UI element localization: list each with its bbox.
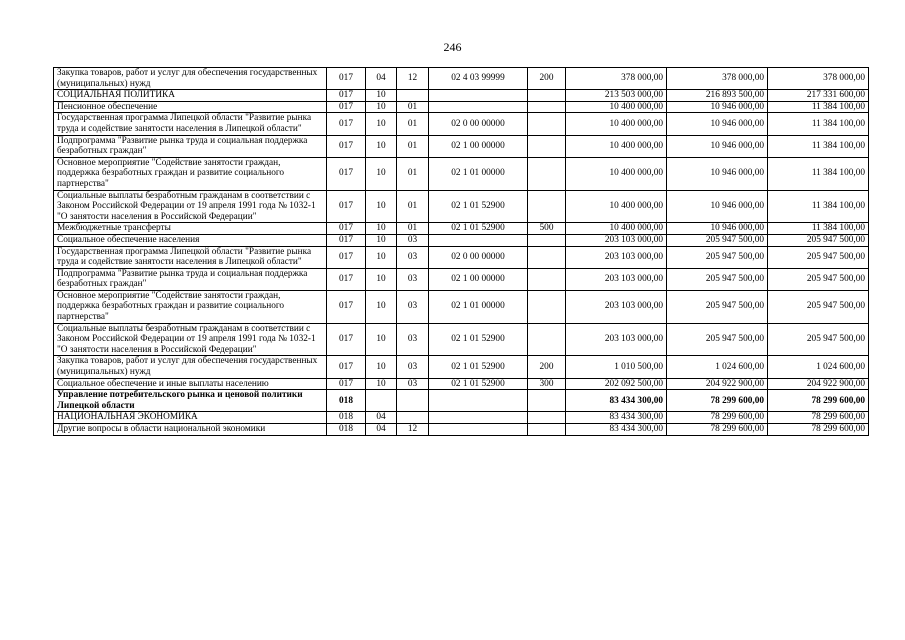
section-code: 10 <box>366 190 397 223</box>
expense-type-code <box>528 323 566 356</box>
amount-year-1: 1 010 500,00 <box>566 356 667 378</box>
ved-code: 017 <box>327 268 366 290</box>
expense-type-code <box>528 90 566 102</box>
target-article-code: 02 1 01 00000 <box>429 290 528 323</box>
target-article-code: 02 1 01 52900 <box>429 356 528 378</box>
amount-year-1: 203 103 000,00 <box>566 290 667 323</box>
subsection-code: 01 <box>397 190 429 223</box>
amount-year-3: 11 384 100,00 <box>768 101 869 113</box>
amount-year-3: 11 384 100,00 <box>768 113 869 135</box>
amount-year-3: 11 384 100,00 <box>768 190 869 223</box>
table-row <box>54 268 869 290</box>
amount-year-3: 11 384 100,00 <box>768 135 869 157</box>
subsection-code: 12 <box>397 68 429 90</box>
ved-code: 017 <box>327 68 366 90</box>
section-code: 10 <box>366 157 397 190</box>
expense-type-code <box>528 390 566 412</box>
target-article-code <box>429 412 528 424</box>
subsection-code: 03 <box>397 246 429 268</box>
amount-year-2: 78 299 600,00 <box>667 390 768 412</box>
ved-code: 017 <box>327 223 366 235</box>
ved-code: 017 <box>327 290 366 323</box>
budget-table <box>53 67 869 436</box>
ved-code: 017 <box>327 323 366 356</box>
ved-code: 018 <box>327 390 366 412</box>
table-row <box>54 424 869 436</box>
amount-year-1: 10 400 000,00 <box>566 113 667 135</box>
amount-year-2: 205 947 500,00 <box>667 268 768 290</box>
target-article-code: 02 1 01 52900 <box>429 190 528 223</box>
amount-year-2: 205 947 500,00 <box>667 323 768 356</box>
amount-year-3: 205 947 500,00 <box>768 246 869 268</box>
amount-year-3: 204 922 900,00 <box>768 378 869 390</box>
amount-year-2: 10 946 000,00 <box>667 157 768 190</box>
section-code: 10 <box>366 113 397 135</box>
row-name: Закупка товаров, работ и услуг для обеспечения государственных (муниципальных) нужд <box>54 68 327 90</box>
section-code: 10 <box>366 378 397 390</box>
amount-year-1: 10 400 000,00 <box>566 223 667 235</box>
subsection-code: 01 <box>397 157 429 190</box>
expense-type-code <box>528 268 566 290</box>
expense-type-code: 200 <box>528 356 566 378</box>
target-article-code <box>429 234 528 246</box>
amount-year-1: 10 400 000,00 <box>566 190 667 223</box>
page-number: 246 <box>443 40 462 54</box>
expense-type-code <box>528 101 566 113</box>
subsection-code: 01 <box>397 101 429 113</box>
amount-year-2: 78 299 600,00 <box>667 424 768 436</box>
row-name: Социальное обеспечение населения <box>54 234 327 246</box>
target-article-code: 02 1 01 52900 <box>429 378 528 390</box>
subsection-code: 03 <box>397 290 429 323</box>
ved-code: 017 <box>327 101 366 113</box>
target-article-code: 02 1 01 00000 <box>429 157 528 190</box>
table-row <box>54 157 869 190</box>
amount-year-1: 10 400 000,00 <box>566 135 667 157</box>
ved-code: 017 <box>327 378 366 390</box>
section-code: 10 <box>366 101 397 113</box>
amount-year-3: 11 384 100,00 <box>768 223 869 235</box>
ved-code: 017 <box>327 234 366 246</box>
amount-year-1: 83 434 300,00 <box>566 412 667 424</box>
table-row <box>54 135 869 157</box>
table-row <box>54 113 869 135</box>
section-code: 04 <box>366 412 397 424</box>
row-name: Управление потребительского рынка и ценовой политики Липецкой области <box>54 390 327 412</box>
section-code: 04 <box>366 424 397 436</box>
target-article-code: 02 1 00 00000 <box>429 268 528 290</box>
amount-year-3: 78 299 600,00 <box>768 424 869 436</box>
amount-year-3: 1 024 600,00 <box>768 356 869 378</box>
target-article-code: 02 0 00 00000 <box>429 246 528 268</box>
section-code: 10 <box>366 90 397 102</box>
expense-type-code <box>528 412 566 424</box>
expense-type-code <box>528 424 566 436</box>
subsection-code: 01 <box>397 223 429 235</box>
subsection-code <box>397 390 429 412</box>
target-article-code <box>429 90 528 102</box>
ved-code: 017 <box>327 190 366 223</box>
expense-type-code <box>528 190 566 223</box>
subsection-code: 01 <box>397 135 429 157</box>
table-row <box>54 90 869 102</box>
amount-year-1: 203 103 000,00 <box>566 323 667 356</box>
target-article-code <box>429 101 528 113</box>
subsection-code: 01 <box>397 113 429 135</box>
amount-year-2: 1 024 600,00 <box>667 356 768 378</box>
table-row <box>54 246 869 268</box>
section-code: 04 <box>366 68 397 90</box>
subsection-code: 03 <box>397 323 429 356</box>
expense-type-code: 300 <box>528 378 566 390</box>
row-name: Подпрограмма "Развитие рынка труда и социальная поддержка безработных граждан" <box>54 268 327 290</box>
amount-year-1: 83 434 300,00 <box>566 390 667 412</box>
subsection-code: 03 <box>397 378 429 390</box>
amount-year-2: 204 922 900,00 <box>667 378 768 390</box>
target-article-code <box>429 390 528 412</box>
section-code: 10 <box>366 234 397 246</box>
row-name: Закупка товаров, работ и услуг для обеспечения государственных (муниципальных) нужд <box>54 356 327 378</box>
row-name: Социальные выплаты безработным гражданам в соответствии с Законом Российской Федерации от 19 апреля 1991 года № 1032-1 "О занятости населения в Российской Федерации" <box>54 323 327 356</box>
section-code: 10 <box>366 290 397 323</box>
amount-year-2: 10 946 000,00 <box>667 101 768 113</box>
subsection-code: 03 <box>397 356 429 378</box>
ved-code: 017 <box>327 113 366 135</box>
subsection-code: 03 <box>397 268 429 290</box>
target-article-code: 02 1 00 00000 <box>429 135 528 157</box>
subsection-code <box>397 412 429 424</box>
amount-year-3: 78 299 600,00 <box>768 390 869 412</box>
section-code: 10 <box>366 223 397 235</box>
table-row <box>54 390 869 412</box>
target-article-code: 02 1 01 52900 <box>429 323 528 356</box>
amount-year-3: 205 947 500,00 <box>768 290 869 323</box>
table-row <box>54 323 869 356</box>
amount-year-1: 83 434 300,00 <box>566 424 667 436</box>
expense-type-code <box>528 290 566 323</box>
ved-code: 018 <box>327 424 366 436</box>
ved-code: 017 <box>327 157 366 190</box>
expense-type-code <box>528 113 566 135</box>
expense-type-code: 200 <box>528 68 566 90</box>
section-code: 10 <box>366 323 397 356</box>
row-name: Пенсионное обеспечение <box>54 101 327 113</box>
row-name: Государственная программа Липецкой области "Развитие рынка труда и содействие занятости населения в Липецкой области" <box>54 246 327 268</box>
amount-year-1: 10 400 000,00 <box>566 101 667 113</box>
amount-year-3: 205 947 500,00 <box>768 323 869 356</box>
row-name: Другие вопросы в области национальной экономики <box>54 424 327 436</box>
target-article-code: 02 0 00 00000 <box>429 113 528 135</box>
section-code: 10 <box>366 135 397 157</box>
subsection-code: 12 <box>397 424 429 436</box>
amount-year-1: 378 000,00 <box>566 68 667 90</box>
amount-year-2: 78 299 600,00 <box>667 412 768 424</box>
table-row <box>54 378 869 390</box>
amount-year-3: 217 331 600,00 <box>768 90 869 102</box>
amount-year-2: 205 947 500,00 <box>667 290 768 323</box>
budget-table-body <box>54 68 869 436</box>
amount-year-3: 11 384 100,00 <box>768 157 869 190</box>
section-code: 10 <box>366 246 397 268</box>
expense-type-code <box>528 246 566 268</box>
target-article-code: 02 1 01 52900 <box>429 223 528 235</box>
ved-code: 017 <box>327 90 366 102</box>
amount-year-1: 202 092 500,00 <box>566 378 667 390</box>
expense-type-code <box>528 234 566 246</box>
amount-year-2: 10 946 000,00 <box>667 135 768 157</box>
row-name: НАЦИОНАЛЬНАЯ ЭКОНОМИКА <box>54 412 327 424</box>
amount-year-2: 205 947 500,00 <box>667 234 768 246</box>
row-name: Основное мероприятие "Содействие занятости граждан, поддержка безработных граждан и развитие социального партнерства" <box>54 290 327 323</box>
table-row <box>54 412 869 424</box>
subsection-code <box>397 90 429 102</box>
amount-year-3: 78 299 600,00 <box>768 412 869 424</box>
amount-year-2: 378 000,00 <box>667 68 768 90</box>
table-row <box>54 290 869 323</box>
table-row <box>54 190 869 223</box>
table-row <box>54 101 869 113</box>
amount-year-2: 216 893 500,00 <box>667 90 768 102</box>
expense-type-code <box>528 135 566 157</box>
amount-year-2: 10 946 000,00 <box>667 223 768 235</box>
amount-year-1: 203 103 000,00 <box>566 234 667 246</box>
section-code: 10 <box>366 356 397 378</box>
subsection-code: 03 <box>397 234 429 246</box>
row-name: Подпрограмма "Развитие рынка труда и социальная поддержка безработных граждан" <box>54 135 327 157</box>
amount-year-1: 10 400 000,00 <box>566 157 667 190</box>
amount-year-1: 203 103 000,00 <box>566 246 667 268</box>
amount-year-2: 10 946 000,00 <box>667 190 768 223</box>
expense-type-code <box>528 157 566 190</box>
section-code <box>366 390 397 412</box>
row-name: Социальные выплаты безработным гражданам в соответствии с Законом Российской Федерации от 19 апреля 1991 года № 1032-1 "О занятости населения в Российской Федерации" <box>54 190 327 223</box>
amount-year-2: 10 946 000,00 <box>667 113 768 135</box>
target-article-code <box>429 424 528 436</box>
table-row <box>54 356 869 378</box>
row-name: СОЦИАЛЬНАЯ ПОЛИТИКА <box>54 90 327 102</box>
row-name: Государственная программа Липецкой области "Развитие рынка труда и содействие занятости населения в Липецкой области" <box>54 113 327 135</box>
ved-code: 017 <box>327 135 366 157</box>
amount-year-2: 205 947 500,00 <box>667 246 768 268</box>
row-name: Социальное обеспечение и иные выплаты населению <box>54 378 327 390</box>
section-code: 10 <box>366 268 397 290</box>
amount-year-1: 203 103 000,00 <box>566 268 667 290</box>
expense-type-code: 500 <box>528 223 566 235</box>
table-row <box>54 68 869 90</box>
table-row <box>54 234 869 246</box>
target-article-code: 02 4 03 99999 <box>429 68 528 90</box>
ved-code: 018 <box>327 412 366 424</box>
ved-code: 017 <box>327 356 366 378</box>
table-row <box>54 223 869 235</box>
amount-year-1: 213 503 000,00 <box>566 90 667 102</box>
amount-year-3: 205 947 500,00 <box>768 234 869 246</box>
row-name: Основное мероприятие "Содействие занятости граждан, поддержка безработных граждан и развитие социального партнерства" <box>54 157 327 190</box>
amount-year-3: 378 000,00 <box>768 68 869 90</box>
row-name: Межбюджетные трансферты <box>54 223 327 235</box>
ved-code: 017 <box>327 246 366 268</box>
amount-year-3: 205 947 500,00 <box>768 268 869 290</box>
